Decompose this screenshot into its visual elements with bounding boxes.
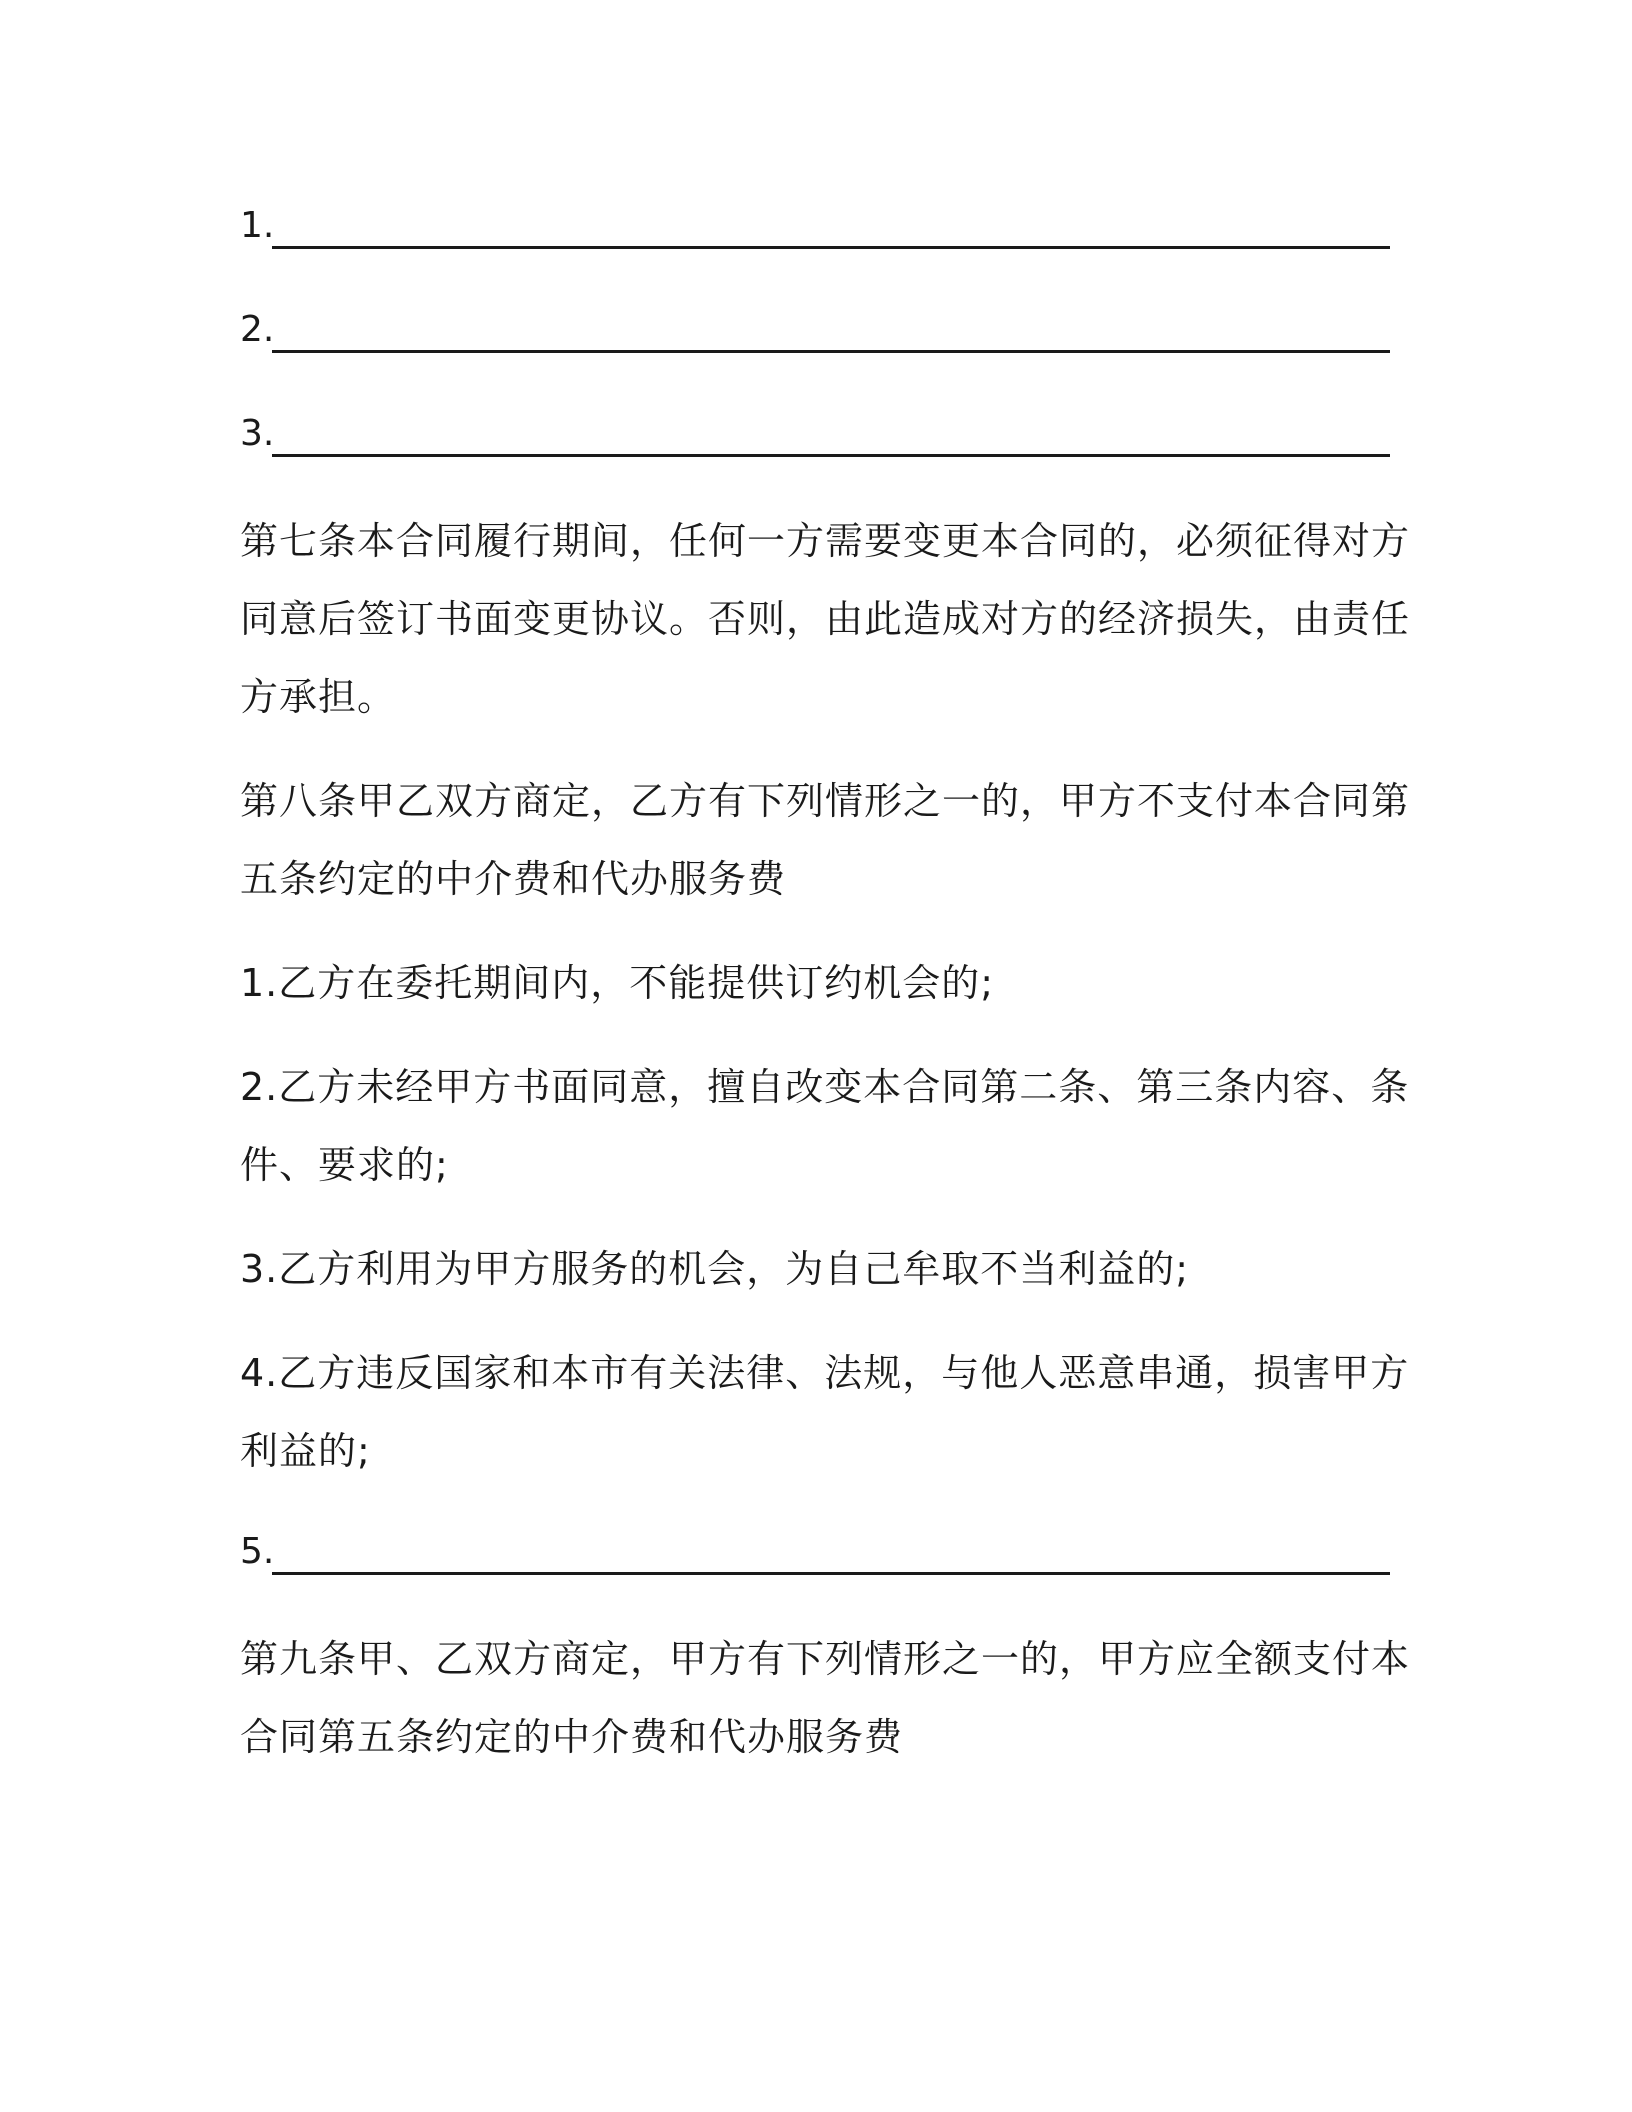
underline bbox=[272, 454, 1390, 457]
blank-number: 3. bbox=[240, 413, 275, 454]
text-line: 4.乙方违反国家和本市有关法律、法规，与他人恶意串通，损害甲方 bbox=[240, 1351, 1410, 1395]
text-line: 同意后签订书面变更协议。否则，由此造成对方的经济损失，由责任 bbox=[240, 597, 1411, 641]
text-line: 利益的; bbox=[240, 1429, 371, 1473]
text-line: 件、要求的; bbox=[240, 1143, 449, 1187]
list-item-2 bbox=[240, 1048, 1410, 1204]
text-line: 3.乙方利用为甲方服务的机会，为自己牟取不当利益的; bbox=[240, 1247, 1190, 1291]
blank-line-3 bbox=[240, 398, 1390, 502]
text-line: 合同第五条约定的中介费和代办服务费 bbox=[240, 1715, 904, 1759]
list-item-4 bbox=[240, 1334, 1410, 1490]
list-item-1 bbox=[240, 944, 1390, 1022]
text-line: 第八条甲乙双方商定，乙方有下列情形之一的，甲方不支付本合同第 bbox=[240, 779, 1411, 823]
underline bbox=[272, 350, 1390, 353]
blank-line-5 bbox=[240, 1516, 1390, 1620]
article-8 bbox=[240, 762, 1411, 918]
blank-number: 1. bbox=[240, 205, 275, 246]
text-line: 五条约定的中介费和代办服务费 bbox=[240, 857, 787, 901]
blank-number: 5. bbox=[240, 1531, 275, 1572]
text-line: 第九条甲、乙双方商定，甲方有下列情形之一的，甲方应全额支付本 bbox=[240, 1637, 1411, 1681]
blank-line-1 bbox=[240, 190, 1390, 294]
text-line: 第七条本合同履行期间，任何一方需要变更本合同的，必须征得对方 bbox=[240, 519, 1411, 563]
article-9 bbox=[240, 1620, 1411, 1776]
text-line: 1.乙方在委托期间内，不能提供订约机会的; bbox=[240, 961, 995, 1005]
underline bbox=[272, 1572, 1390, 1575]
blank-line-2 bbox=[240, 294, 1390, 398]
blank-number: 2. bbox=[240, 309, 275, 350]
list-item-3 bbox=[240, 1230, 1390, 1308]
underline bbox=[272, 246, 1390, 249]
text-line: 2.乙方未经甲方书面同意，擅自改变本合同第二条、第三条内容、条 bbox=[240, 1065, 1410, 1109]
document-page bbox=[240, 190, 1411, 1802]
text-line: 方承担。 bbox=[240, 675, 397, 719]
article-7 bbox=[240, 502, 1411, 736]
